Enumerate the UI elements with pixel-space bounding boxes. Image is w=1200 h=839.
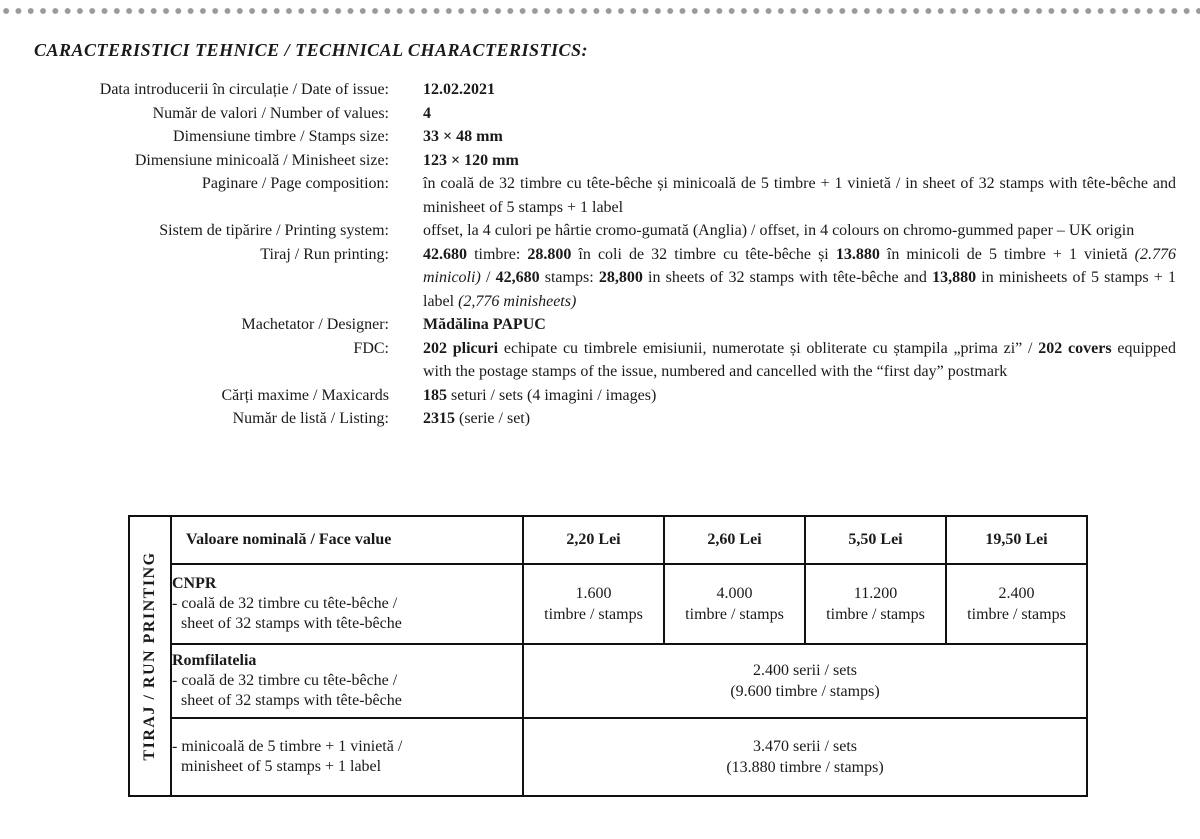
spec-row-printing-system: [0, 219, 1200, 243]
price-header: 2,60 Lei: [664, 516, 805, 564]
face-value-header: Valoare nominală / Face value: [171, 516, 523, 564]
row-description: [171, 644, 523, 718]
spec-value: 42.680 timbre: 28.800 în coli de 32 timbre cu tête-bêche și 13.880 în minicoli de 5 timbre + 1 vinietă (2.776 minicoli) / 42,680 stamps: 28,800 in sheets of 32 stamps with tête-bêche and 13,880 in minisheets of 5 stamps + 1 label (2,776 minisheets): [423, 245, 1177, 310]
spec-row-minisheet-size: [0, 149, 1200, 173]
spec-label: Paginare / Page composition:: [201, 175, 389, 192]
row-line: sheet of 32 stamps with tête-bêche: [181, 615, 402, 632]
spec-row-listing: [0, 407, 1200, 431]
row-description: [171, 564, 523, 644]
spec-value: în coală de 32 timbre cu tête-bêche și minicoală de 5 timbre + 1 vinietă / in sheet of 32 stamps with tête-bêche and minisheet of 5 stamps + 1 label: [423, 175, 1176, 216]
quantity-cell: 1.600 timbre / stamps: [523, 564, 664, 644]
quantity-cell: 4.000 timbre / stamps: [664, 564, 805, 644]
row-line: - coală de 32 timbre cu tête-bêche /: [172, 672, 398, 689]
spec-value: 2315 (serie / set): [423, 410, 531, 427]
spec-label: Dimensiune minicoală / Minisheet size:: [134, 151, 389, 169]
merged-quantity-cell: 3.470 serii / sets (13.880 timbre / stamps): [523, 718, 1087, 796]
spec-value: 33 × 48 mm: [423, 128, 503, 145]
spec-row-run-printing: [0, 243, 1200, 314]
price-header: 2,20 Lei: [523, 516, 664, 564]
run-printing-table-wrap: [128, 515, 1088, 797]
row-line: minisheet of 5 stamps + 1 label: [181, 758, 382, 775]
spec-row-stamps-size: [0, 125, 1200, 149]
spec-label: Număr de valori / Number of values:: [152, 104, 389, 122]
spec-row-values: [0, 102, 1200, 126]
spec-label: Machetator / Designer:: [241, 316, 389, 333]
spec-label: Sistem de tipărire / Printing system:: [159, 222, 389, 239]
spec-row-designer: [0, 313, 1200, 337]
table-header-row: [129, 516, 1087, 564]
row-name: CNPR: [172, 575, 217, 592]
spec-row-maxicards: [0, 384, 1200, 408]
quantity-cell: 11.200 timbre / stamps: [805, 564, 946, 644]
section-heading: CARACTERISTICI TEHNICE / TECHNICAL CHARACTERISTICS:: [34, 40, 588, 60]
price-header: 19,50 Lei: [946, 516, 1087, 564]
row-line: - coală de 32 timbre cu tête-bêche /: [172, 595, 398, 612]
row-line: - minicoală de 5 timbre + 1 vinietă /: [172, 738, 403, 755]
side-label-cell: [129, 516, 171, 796]
spec-value: 123 × 120 mm: [423, 151, 519, 169]
spec-label: Cărți maxime / Maxicards: [221, 386, 389, 404]
table-row-romfilatelia-minisheet: [129, 718, 1087, 796]
quantity-cell: 2.400 timbre / stamps: [946, 564, 1087, 644]
spec-label: Data introducerii în circulație / Date of issue:: [99, 81, 389, 98]
table-row-cnpr: [129, 564, 1087, 644]
table-row-romfilatelia-sheet: [129, 644, 1087, 718]
row-line: sheet of 32 stamps with tête-bêche: [181, 692, 402, 709]
spec-row-date: [0, 78, 1200, 102]
spec-value: 202 plicuri echipate cu timbrele emisiunii, numerotate și obliterate cu ștampila „prima zi” / 202 covers equipped with the postage stamps of the issue, numbered and cancelled with the “first day” postmark: [423, 339, 1176, 380]
spec-row-page-composition: [0, 172, 1200, 219]
row-name: Romfilatelia: [172, 652, 257, 669]
spec-row-fdc: [0, 337, 1200, 384]
spec-value: 185 seturi / sets (4 imagini / images): [423, 386, 657, 404]
spec-value: 12.02.2021: [423, 81, 495, 98]
spec-label: FDC:: [353, 339, 389, 357]
run-printing-table: [128, 515, 1088, 797]
merged-quantity-cell: 2.400 serii / sets (9.600 timbre / stamps): [523, 644, 1087, 718]
technical-specs: [0, 78, 1200, 431]
row-description: [171, 718, 523, 796]
side-label: TIRAJ / RUN PRINTING: [141, 551, 158, 761]
spec-label: Dimensiune timbre / Stamps size:: [173, 128, 389, 145]
spec-value: offset, la 4 culori pe hârtie cromo-gumată (Anglia) / offset, in 4 colours on chromo-gummed paper – UK origin: [423, 222, 1135, 239]
price-header: 5,50 Lei: [805, 516, 946, 564]
spec-value: Mădălina PAPUC: [423, 316, 546, 333]
spec-label: Tiraj / Run printing:: [260, 245, 389, 263]
spec-value: 4: [423, 104, 431, 122]
dotted-border: [0, 6, 1200, 16]
spec-label: Număr de listă / Listing:: [232, 410, 389, 427]
